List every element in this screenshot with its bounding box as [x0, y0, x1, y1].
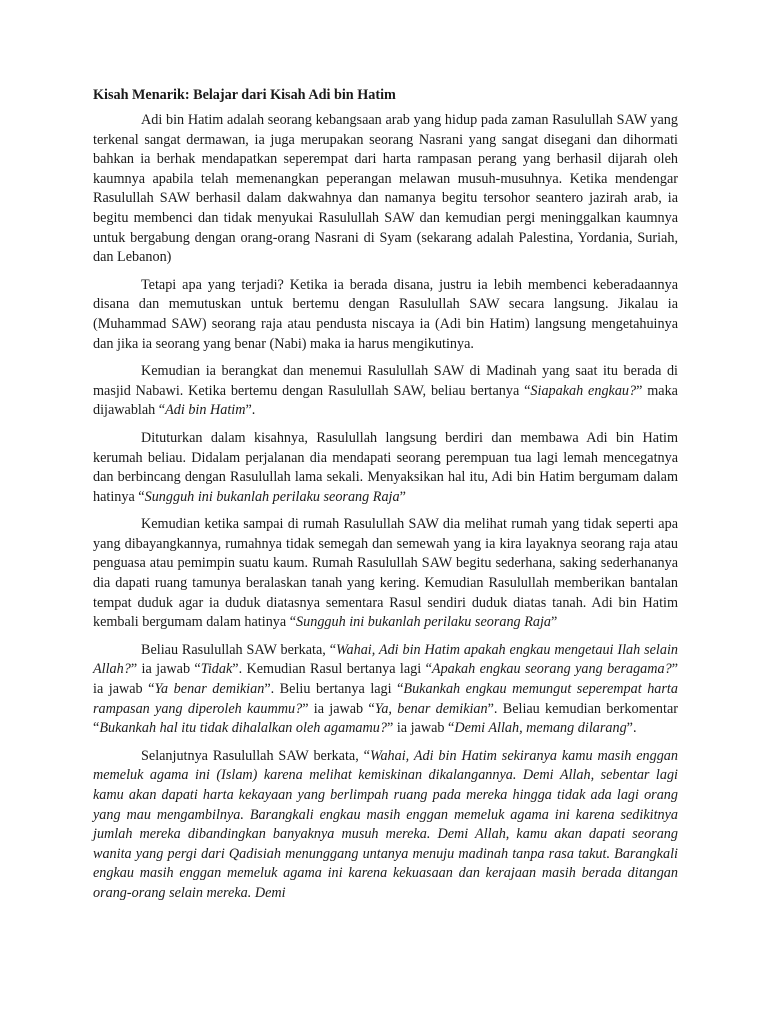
paragraph [93, 515, 678, 633]
text-run: Kemudian ketika sampai di rumah Rasulullah SAW dia melihat rumah yang tidak seperti apa yang dibayangkannya, rumahnya tidak semegah dan semewah yang ia kira layaknya seorang raja atau penguasa atau pemimpin suatu kaum. Rumah Rasulullah SAW begitu sederhana, saking sederhananya dia dapati ruang tamunya beralaskan tanah yang kering. Kemudian Rasulullah memberikan bantalan tempat duduk agar ia duduk diatasnya sementara Rasul sendiri duduk diatas tanah. Adi bin Hatim kembali bergumam dalam hatinya “ [93, 516, 678, 631]
italic-run: Sungguh ini bukanlah perilaku seorang Raja [144, 488, 400, 505]
paragraph [93, 747, 678, 904]
paragraph [93, 429, 678, 507]
italic-run: Wahai, Adi bin Hatim sekiranya kamu masih enggan memeluk agama ini (Islam) karena melihat kemiskinan dikalangannya. Demi Allah, sebentar lagi kamu akan dapati harta kekayaan yang berlimpah ruang pada mereka hingga tidak ada lagi orang yang mau mengambilnya. Barangkali engkau masih enggan memeluk agama ini karena sedikitnya jumlah mereka dibandingkan banyaknya musuh mereka. Demi Allah, kamu akan dapati seorang wanita yang pergi dari Qadisiah menunggang untanya menuju madinah tanpa rasa takut. Barangkali engkau masih enggan memeluk agama ini karena kekuasaan dan kerajaan masih berada ditangan orang-orang selain mereka. Demi [93, 747, 678, 901]
italic-run: Ya, benar demikian [374, 700, 488, 717]
text-run: ” ia jawab “ [93, 661, 679, 698]
text-run: Beliau Rasulullah SAW berkata, “ [141, 641, 336, 658]
text-run: Dituturkan dalam kisahnya, Rasulullah langsung berdiri dan membawa Adi bin Hatim kerumah beliau. Didalam perjalanan dia mendapati seorang perempuan tua lagi lemah mencegatnya dan berbincang dengan Rasulullah lama sekali. Menyaksikan hal itu, Adi bin Hatim bergumam dalam hatinya “ [93, 429, 678, 505]
italic-run: Bukankah engkau memungut seperempat harta rampasan yang diperoleh kaummu? [93, 681, 678, 717]
italic-run: Siapakah engkau? [530, 382, 637, 399]
text-run: ”. Kemudian Rasul bertanya lagi “ [232, 661, 432, 678]
italic-run: Adi bin Hatim [165, 402, 246, 419]
text-run: ” ia jawab “ [386, 720, 455, 737]
document-title: Kisah Menarik: Belajar dari Kisah Adi bin Hatim [93, 87, 396, 103]
text-run: ”. [245, 402, 256, 419]
paragraph [93, 111, 678, 268]
text-run: Kemudian ia berangkat dan menemui Rasulullah SAW di Madinah yang saat itu berada di masjid Nabawi. Ketika bertemu dengan Rasulullah SAW, beliau bertanya “ [93, 363, 678, 399]
text-run: ” ia jawab “ [302, 700, 375, 717]
italic-run: Apakah engkau seorang yang beragama? [431, 661, 672, 678]
text-run: ” [551, 614, 558, 631]
paragraph [93, 362, 678, 421]
italic-run: Demi Allah, memang dilarang [454, 720, 627, 737]
text-run: Selanjutnya Rasulullah SAW berkata, “ [141, 747, 370, 764]
italic-run: Bukankah hal itu tidak dihalalkan oleh agamamu? [99, 720, 387, 737]
paragraph [93, 641, 678, 739]
italic-run: Sungguh ini bukanlah perilaku seorang Raja [296, 614, 551, 631]
italic-run: Ya benar demikian [154, 681, 265, 698]
italic-run: Wahai, Adi bin Hatim apakah engkau mengetaui Ilah selain Allah? [93, 641, 678, 678]
text-run: ”. Beliau kemudian berkomentar “ [93, 700, 678, 737]
document-body [93, 111, 678, 904]
text-run: Adi bin Hatim adalah seorang kebangsaan arab yang hidup pada zaman Rasulullah SAW yang terkenal sangat dermawan, ia juga merupakan seorang Nasrani yang sangat disegani dan dihormati bahkan ia berhak mendapatkan seperempat dari harta rampasan perang yang berhasil dijarah oleh kaumnya apabila telah memenangkan peperangan melawan musuh-musuhnya. Ketika mendengar Rasulullah SAW berhasil dalam dakwahnya dan namanya begitu tersohor seantero jazirah arab, ia begitu membenci dan tidak menyukai Rasulullah SAW dan kemudian pergi meninggalkan kaumnya untuk bergabung dengan orang-orang Nasrani di Syam (sekarang adalah Palestina, Yordania, Suriah, dan Lebanon) [93, 112, 678, 266]
text-run: ”. Beliu bertanya lagi “ [264, 681, 404, 698]
text-run: ”. [626, 720, 637, 737]
text-run: ” ia jawab “ [130, 661, 201, 678]
text-run: ” maka dijawablah “ [93, 382, 678, 419]
paragraph [93, 276, 678, 354]
text-run: Tetapi apa yang terjadi? Ketika ia berada disana, justru ia lebih membenci keberadaannya disana dan memutuskan untuk bertemu dengan Rasulullah SAW secara langsung. Jikalau ia (Muhammad SAW) seorang raja atau pendusta niscaya ia (Adi bin Hatim) langsung mengetahuinya dan jika ia seorang yang benar (Nabi) maka ia harus mengikutinya. [93, 276, 678, 352]
text-run: ” [399, 488, 406, 505]
italic-run: Tidak [200, 661, 233, 678]
document-page [93, 86, 678, 912]
